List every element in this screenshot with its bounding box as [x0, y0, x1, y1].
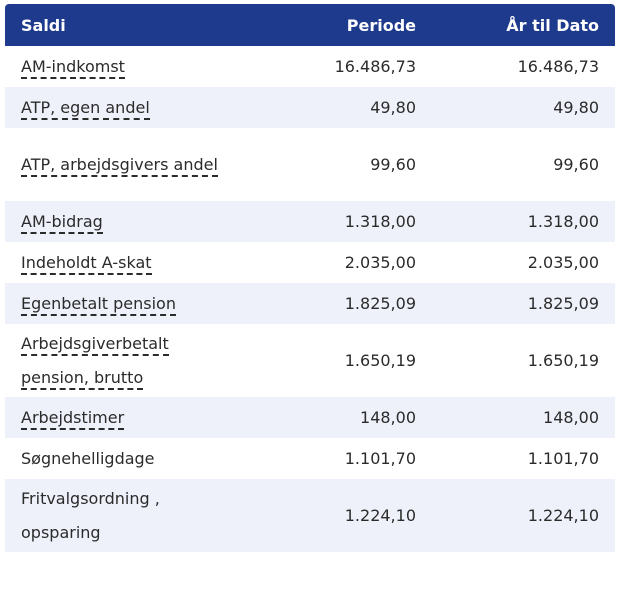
aar-value: 1.101,70 [432, 438, 615, 479]
aar-value: 148,00 [432, 397, 615, 438]
row-label[interactable]: ATP, egen andel [21, 98, 150, 120]
row-label-cell [5, 438, 249, 479]
aar-value: 1.224,10 [432, 479, 615, 552]
periode-value: 2.035,00 [249, 242, 432, 283]
row-label-cell[interactable] [5, 397, 249, 438]
row-label[interactable]: AM-bidrag [21, 212, 103, 234]
saldi-table [5, 4, 615, 552]
row-label-cell[interactable] [5, 283, 249, 324]
periode-value: 49,80 [249, 87, 432, 128]
row-label-cell[interactable] [5, 128, 249, 201]
periode-value: 1.650,19 [249, 324, 432, 397]
aar-value: 1.650,19 [432, 324, 615, 397]
row-label-cell[interactable] [5, 201, 249, 242]
row-label: Søgnehelligdage [21, 448, 155, 468]
periode-value: 1.318,00 [249, 201, 432, 242]
table-row [5, 479, 615, 552]
periode-value: 148,00 [249, 397, 432, 438]
row-label[interactable]: Egenbetalt pension [21, 294, 176, 316]
aar-value: 1.318,00 [432, 201, 615, 242]
table-row [5, 397, 615, 438]
row-label-cell[interactable] [5, 87, 249, 128]
row-label[interactable]: Arbejdsgiverbetalt pension, brutto [21, 334, 169, 390]
periode-value: 16.486,73 [249, 46, 432, 87]
header-aar-til-dato: År til Dato [432, 4, 615, 46]
table-row [5, 283, 615, 324]
periode-value: 1.224,10 [249, 479, 432, 552]
row-label-cell [5, 479, 249, 552]
table-row [5, 242, 615, 283]
header-row [5, 4, 615, 46]
table-row [5, 87, 615, 128]
periode-value: 1.101,70 [249, 438, 432, 479]
row-label[interactable]: ATP, arbejdsgivers andel [21, 155, 218, 177]
row-label[interactable]: AM-indkomst [21, 57, 125, 79]
row-label: Fritvalgsordning , opsparing [21, 488, 160, 542]
aar-value: 49,80 [432, 87, 615, 128]
aar-value: 99,60 [432, 128, 615, 201]
row-label-cell[interactable] [5, 46, 249, 87]
aar-value: 2.035,00 [432, 242, 615, 283]
table-row [5, 324, 615, 397]
periode-value: 1.825,09 [249, 283, 432, 324]
table-row [5, 201, 615, 242]
row-label-cell[interactable] [5, 324, 249, 397]
row-label-cell[interactable] [5, 242, 249, 283]
header-periode: Periode [249, 4, 432, 46]
table-body [5, 46, 615, 552]
table-row [5, 128, 615, 201]
row-label[interactable]: Indeholdt A-skat [21, 253, 152, 275]
aar-value: 16.486,73 [432, 46, 615, 87]
table-header [5, 4, 615, 46]
aar-value: 1.825,09 [432, 283, 615, 324]
periode-value: 99,60 [249, 128, 432, 201]
table-row [5, 438, 615, 479]
row-label[interactable]: Arbejdstimer [21, 408, 124, 430]
header-saldi: Saldi [5, 4, 249, 46]
table-row [5, 46, 615, 87]
